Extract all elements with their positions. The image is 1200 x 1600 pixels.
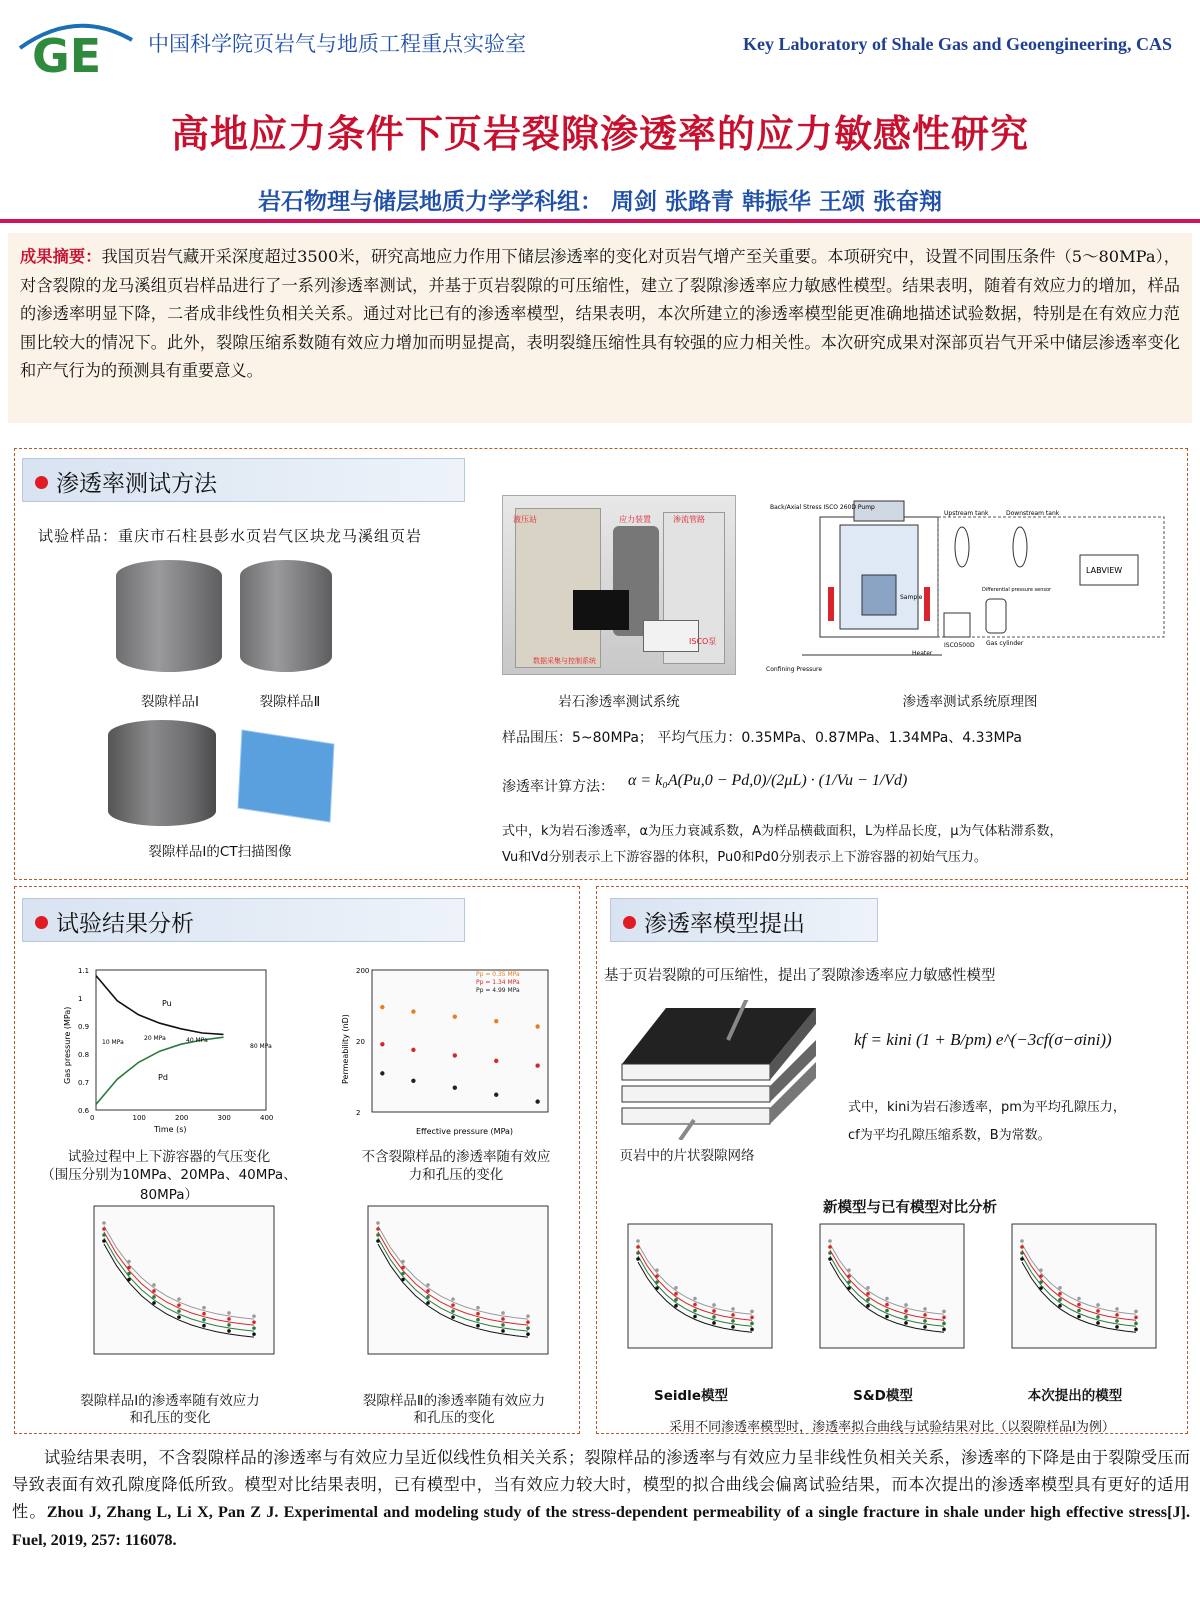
- fit-data-point: [202, 1318, 206, 1322]
- chart2-point: [453, 1014, 457, 1018]
- fit-data-point: [1115, 1313, 1119, 1317]
- fit-data-point: [942, 1316, 946, 1320]
- chart1-caption-1: 试验过程中上下游容器的气压变化: [67, 1149, 271, 1165]
- svg-text:Back/Axial Stress ISCO 260D Pu: Back/Axial Stress ISCO 260D Pump: [770, 504, 875, 511]
- fit-data-point: [376, 1233, 380, 1237]
- chart2-point: [380, 1071, 384, 1075]
- org-name-cn: 中国科学院页岩气与地质工程重点实验室: [148, 32, 526, 56]
- abstract: [8, 233, 1192, 423]
- fit-data-point: [152, 1301, 156, 1305]
- photo-label-3: 渗流管路: [673, 515, 705, 524]
- fit-data-point: [942, 1328, 946, 1332]
- fit-data-point: [1077, 1297, 1081, 1301]
- fit-data-point: [1020, 1245, 1024, 1249]
- permeability-formula: α = k₀A(Pu,0 − Pd,0)/(2μL) · (1/Vu − 1/Vd): [628, 772, 908, 789]
- fit-data-point: [1134, 1328, 1138, 1332]
- svg-text:Gas cylinder: Gas cylinder: [986, 640, 1024, 647]
- chart2-xlabel: Effective pressure (MPa): [416, 1127, 514, 1136]
- ct-caption: 裂隙样品Ⅰ的CT扫描图像: [148, 844, 292, 860]
- fit-data-point: [476, 1318, 480, 1322]
- chart2-y-tick: 2: [356, 1109, 361, 1117]
- fit-data-point: [904, 1315, 908, 1319]
- fit-data-point: [923, 1307, 927, 1311]
- pressure-time-chart: [58, 964, 278, 1136]
- compare-title: 新模型与已有模型对比分析: [823, 1200, 997, 1216]
- chart2-legend-2: Pp = 1.34 MPa: [476, 979, 520, 986]
- fit-data-point: [731, 1319, 735, 1323]
- fit-data-point: [674, 1298, 678, 1302]
- conclusion: [12, 1444, 1190, 1554]
- fit-data-point: [904, 1309, 908, 1313]
- fit-data-point: [1058, 1286, 1062, 1290]
- fit-data-point: [376, 1227, 380, 1231]
- fit-data-point: [252, 1332, 256, 1336]
- fit-data-point: [451, 1297, 455, 1301]
- chart1-annot-pu: Pu: [162, 999, 172, 1008]
- method-heading: 渗透率测试方法: [22, 458, 465, 502]
- fit-data-point: [885, 1297, 889, 1301]
- fit-data-point: [693, 1297, 697, 1301]
- fit-data-point: [885, 1315, 889, 1319]
- sample-1-image: [116, 560, 222, 672]
- chart1-annot-pd: Pd: [158, 1073, 168, 1082]
- fracture-network-diagram: [620, 1000, 820, 1140]
- fit-data-point: [866, 1292, 870, 1296]
- fit-data-point: [636, 1251, 640, 1255]
- fractured-sample-1-chart: [60, 1200, 280, 1370]
- fit-data-point: [731, 1313, 735, 1317]
- fit-data-point: [202, 1324, 206, 1328]
- formula-note-1: 式中，k为岩石渗透率，α为压力衰减系数，A为样品横截面积，L为样品长度，μ为气体粘滞系数，: [502, 824, 1063, 839]
- chart1-y-tick: 0.7: [78, 1079, 90, 1087]
- sample-2-label: 裂隙样品Ⅱ: [259, 694, 321, 710]
- chart2-point: [535, 1063, 539, 1067]
- abstract-text: 我国页岩气藏开采深度超过3500米，研究高地应力作用下储层渗透率的变化对页岩气增产至关重要。本项研究中，设置不同围压条件（5～80MPa），对含裂隙的龙马溪组页岩样品进行了一系列渗透率测试，并基于页岩裂隙的可压缩性，建立了裂隙渗透率应力敏感性模型。结果表明，随着有效应力的增加，样品的渗透率明显下降，二者成非线性负相关关系。通过对比已有的渗透率模型，结果表明，本次所建立的渗透率模型能更准确地描述试验数据，特别是在有效应力范围比较大的情况下。此外，裂隙压缩系数随有效应力增加而明显提高，表明裂缝压缩性具有较强的应力相关性。本次研究成果对深部页岩气开采中储层渗透率变化和产气行为的预测具有重要意义。: [20, 247, 1180, 380]
- fit-data-point: [904, 1303, 908, 1307]
- fit-data-point: [227, 1317, 231, 1321]
- fit-data-point: [476, 1306, 480, 1310]
- chart2-point: [535, 1024, 539, 1028]
- fit-data-point: [1096, 1309, 1100, 1313]
- chart1-xlabel: Time (s): [154, 1125, 187, 1134]
- abstract-label: 成果摘要：: [20, 247, 102, 266]
- fit-data-point: [942, 1310, 946, 1314]
- fit-data-point: [693, 1315, 697, 1319]
- chart3-caption-1: 裂隙样品Ⅰ的渗透率随有效应力: [80, 1393, 260, 1409]
- photo-label-1: 液压站: [513, 515, 537, 524]
- fit-data-point: [750, 1316, 754, 1320]
- fit-data-point: [451, 1315, 455, 1319]
- fit-data-point: [674, 1292, 678, 1296]
- svg-text:Downstream tank: Downstream tank: [1006, 510, 1060, 517]
- sample-1-label: 裂隙样品Ⅰ: [141, 694, 199, 710]
- fit-data-point: [1134, 1316, 1138, 1320]
- fit-data-point: [731, 1325, 735, 1329]
- fit-data-point: [526, 1314, 530, 1318]
- fit-data-point: [177, 1309, 181, 1313]
- fit-data-point: [904, 1321, 908, 1325]
- fit-data-point: [1058, 1304, 1062, 1308]
- svg-text:Heater: Heater: [912, 650, 933, 657]
- chart1-series-pu: [96, 976, 224, 1035]
- fit-data-point: [102, 1233, 106, 1237]
- fit-data-point: [227, 1311, 231, 1315]
- test-conditions: 样品围压：5~80MPa； 平均气压力：0.35MPa、0.87MPa、1.34MPa、4.33MPa: [502, 730, 1022, 746]
- fit-data-point: [152, 1295, 156, 1299]
- fit-data-point: [177, 1297, 181, 1301]
- fit-data-point: [501, 1329, 505, 1333]
- chart1-y-tick: 0.8: [78, 1051, 90, 1059]
- fit-data-point: [177, 1315, 181, 1319]
- fit-data-point: [866, 1298, 870, 1302]
- svg-text:Sample: Sample: [900, 594, 923, 601]
- chart4-caption-2: 和孔压的变化: [413, 1410, 495, 1426]
- fit-data-point: [828, 1239, 832, 1243]
- model-intro: 基于页岩裂隙的可压缩性，提出了裂隙渗透率应力敏感性模型: [604, 968, 996, 984]
- fit-data-point: [177, 1303, 181, 1307]
- fit-data-point: [1058, 1292, 1062, 1296]
- fit-data-point: [750, 1328, 754, 1332]
- logo: [14, 10, 138, 76]
- fit-data-point: [102, 1239, 106, 1243]
- conclusion-text: 试验结果表明，不含裂隙样品的渗透率与有效应力呈近似线性负相关关系；裂隙样品的渗透率与有效应力呈非线性负相关关系，渗透率的下降是由于裂隙受压而导致表面有效孔隙度降低所致。模型对比结果表明，已有模型中，当有效应力较大时，模型的拟合曲线会偏离试验结果，而本次提出的渗透率模型具有更好的适用性。: [12, 1448, 1190, 1521]
- fit-data-point: [636, 1257, 640, 1261]
- fit-data-point: [102, 1221, 106, 1225]
- fit-data-point: [426, 1289, 430, 1293]
- fit-data-point: [501, 1323, 505, 1327]
- fit-data-point: [674, 1304, 678, 1308]
- fit-data-point: [526, 1320, 530, 1324]
- svg-text:GE: GE: [32, 29, 102, 76]
- chart1-series-pd: [96, 1037, 224, 1104]
- formula-label: 渗透率计算方法：: [502, 779, 614, 795]
- fit-data-point: [1058, 1298, 1062, 1302]
- chart3-caption-2: 和孔压的变化: [129, 1410, 211, 1426]
- authors: 岩石物理与储层地质力学学科组： 周剑 张路青 韩振华 王颂 张奋翔: [257, 189, 943, 215]
- photo-label-4: 数据采集与控制系统: [533, 657, 596, 665]
- chart2-point: [411, 1048, 415, 1052]
- fit-data-point: [451, 1309, 455, 1313]
- fit-data-point: [674, 1286, 678, 1290]
- test-system-caption: 岩石渗透率测试系统: [558, 694, 680, 710]
- fit-data-point: [376, 1239, 380, 1243]
- fit-data-point: [227, 1323, 231, 1327]
- fit-data-point: [1115, 1325, 1119, 1329]
- fit-data-point: [426, 1283, 430, 1287]
- schematic-caption: 渗透率测试系统原理图: [902, 694, 1038, 710]
- chart2-point: [380, 1005, 384, 1009]
- fit-data-point: [202, 1306, 206, 1310]
- fit-data-point: [426, 1295, 430, 1299]
- chart2-point: [535, 1099, 539, 1103]
- fit-data-point: [731, 1307, 735, 1311]
- chart2-legend-1: Pp = 0.35 MPa: [476, 971, 520, 978]
- fit-data-point: [828, 1257, 832, 1261]
- fit-data-point: [828, 1251, 832, 1255]
- chart2-point: [494, 1019, 498, 1023]
- intact-permeability-chart: [336, 964, 556, 1136]
- model-formula: kf = kini (1 + B/pm) e^(−3cf(σ−σini)): [854, 1030, 1112, 1049]
- chart1-y-tick: 0.6: [78, 1107, 90, 1115]
- chart1-annot-40: 40 MPa: [186, 1037, 208, 1044]
- fit-data-point: [252, 1320, 256, 1324]
- fit-data-point: [1096, 1321, 1100, 1325]
- chart2-y-tick: 20: [356, 1038, 365, 1046]
- fit-data-point: [712, 1315, 716, 1319]
- fit-data-point: [1077, 1303, 1081, 1307]
- fractured-sample-2-chart: [334, 1200, 554, 1370]
- photo-label-2: 应力装置: [619, 515, 651, 524]
- sample-1-ct-cylinder: [108, 720, 216, 826]
- chart1-y-tick: 1.1: [78, 967, 90, 975]
- model-heading: 渗透率模型提出: [610, 898, 878, 942]
- chart2-point: [494, 1059, 498, 1063]
- chart1-y-tick: 0.9: [78, 1023, 90, 1031]
- chart2-caption-1: 不含裂隙样品的渗透率随有效应: [361, 1149, 551, 1165]
- sample-description: 试验样品：重庆市石柱县彭水页岩气区块龙马溪组页岩: [38, 527, 423, 545]
- org-name-en: Key Laboratory of Shale Gas and Geoengineering, CAS: [742, 34, 1172, 54]
- chart1-annot-20: 20 MPa: [144, 1035, 166, 1042]
- fit-data-point: [1020, 1251, 1024, 1255]
- fit-data-point: [1115, 1307, 1119, 1311]
- poster-title: 高地应力条件下页岩裂隙渗透率的应力敏感性研究: [170, 112, 1029, 156]
- fit-data-point: [866, 1304, 870, 1308]
- svg-text:Upstream tank: Upstream tank: [944, 510, 989, 517]
- formula-note-2: Vu和Vd分别表示上下游容器的体积，Pu0和Pd0分别表示上下游容器的初始气压力。: [502, 850, 987, 865]
- chart2-legend-3: Pp = 4.99 MPa: [476, 987, 520, 994]
- seidle-model-chart: [606, 1220, 776, 1362]
- chart2-point: [411, 1079, 415, 1083]
- new-model-chart: [990, 1220, 1160, 1362]
- fit-data-point: [693, 1309, 697, 1313]
- chart1-x-tick: 400: [260, 1114, 274, 1122]
- new-model-label: 本次提出的模型: [1027, 1388, 1123, 1404]
- fit-data-point: [1115, 1319, 1119, 1323]
- chart1-x-tick: 100: [132, 1114, 146, 1122]
- chart1-annot-80: 80 MPa: [250, 1043, 272, 1050]
- svg-text:Differential pressure sensor: Differential pressure sensor: [982, 587, 1052, 593]
- sd-label: S&D模型: [853, 1388, 913, 1404]
- fit-data-point: [252, 1326, 256, 1330]
- fit-data-point: [102, 1227, 106, 1231]
- fit-data-point: [750, 1310, 754, 1314]
- chart1-annot-10: 10 MPa: [102, 1039, 124, 1046]
- fit-data-point: [885, 1303, 889, 1307]
- chart2-ylabel: Permeability (nD): [341, 1014, 350, 1084]
- fit-data-point: [1134, 1322, 1138, 1326]
- fit-data-point: [866, 1286, 870, 1290]
- fit-data-point: [501, 1311, 505, 1315]
- seidle-label: Seidle模型: [654, 1388, 728, 1404]
- fit-data-point: [451, 1303, 455, 1307]
- svg-text:LABVIEW: LABVIEW: [1086, 566, 1123, 575]
- fit-data-point: [636, 1245, 640, 1249]
- fit-data-point: [712, 1309, 716, 1313]
- fit-data-point: [885, 1309, 889, 1313]
- chart2-point: [453, 1085, 457, 1089]
- chart1-x-tick: 0: [90, 1114, 95, 1122]
- fit-data-point: [1096, 1315, 1100, 1319]
- schematic-diagram: [762, 495, 1182, 675]
- title-divider: [0, 219, 1200, 223]
- fit-data-point: [1077, 1315, 1081, 1319]
- fit-data-point: [476, 1312, 480, 1316]
- bullet-icon: [623, 916, 636, 929]
- bullet-icon: [35, 476, 48, 489]
- chart4-caption-1: 裂隙样品Ⅱ的渗透率随有效应力: [362, 1393, 546, 1409]
- fit-data-point: [923, 1325, 927, 1329]
- fit-data-point: [476, 1324, 480, 1328]
- fit-data-point: [1134, 1310, 1138, 1314]
- fit-data-point: [227, 1329, 231, 1333]
- photo-label-5: ISCO泵: [689, 637, 717, 646]
- fit-data-point: [942, 1322, 946, 1326]
- fit-data-point: [376, 1221, 380, 1225]
- reference: Zhou J, Zhang L, Li X, Pan Z J. Experimental and modeling study of the stress-dependent permeability of a single fracture in shale under high effective stress[J]. Fuel, 2019, 257: 116078.: [12, 1503, 1190, 1549]
- fit-data-point: [712, 1321, 716, 1325]
- fit-data-point: [152, 1283, 156, 1287]
- chart1-y-tick: 1: [78, 995, 83, 1003]
- fit-data-point: [923, 1319, 927, 1323]
- fit-data-point: [750, 1322, 754, 1326]
- fit-data-point: [501, 1317, 505, 1321]
- test-system-photo: [502, 495, 736, 675]
- model-note-2: cf为平均孔隙压缩系数，B为常数。: [848, 1128, 1051, 1143]
- fit-data-point: [693, 1303, 697, 1307]
- bullet-icon: [35, 916, 48, 929]
- fit-data-point: [526, 1326, 530, 1330]
- chart2-point: [411, 1009, 415, 1013]
- fit-data-point: [426, 1301, 430, 1305]
- svg-text:ISCO500D: ISCO500D: [944, 642, 975, 649]
- chart1-x-tick: 200: [175, 1114, 189, 1122]
- fit-data-point: [1077, 1309, 1081, 1313]
- chart1-x-tick: 300: [217, 1114, 231, 1122]
- model-note-1: 式中，kini为岩石渗透率，pm为平均孔隙压力，: [848, 1100, 1126, 1115]
- fit-data-point: [202, 1312, 206, 1316]
- chart2-point: [453, 1053, 457, 1057]
- fit-data-point: [526, 1332, 530, 1336]
- chart1-caption-2: （围压分别为10MPa、20MPa、40MPa、80MPa）: [41, 1167, 297, 1203]
- ct-fracture-image: [234, 722, 342, 826]
- model-compare-caption: 采用不同渗透率模型时，渗透率拟合曲线与试验结果对比（以裂隙样品Ⅰ为例）: [669, 1420, 1115, 1435]
- chart1-ylabel: Gas pressure (MPa): [63, 1006, 72, 1084]
- chart2-point: [380, 1042, 384, 1046]
- chart2-y-tick: 200: [356, 967, 370, 975]
- results-heading: 试验结果分析: [22, 898, 465, 942]
- fit-data-point: [712, 1303, 716, 1307]
- chart2-point: [494, 1093, 498, 1097]
- fit-data-point: [1096, 1303, 1100, 1307]
- fit-data-point: [152, 1289, 156, 1293]
- fracture-diagram-caption: 页岩中的片状裂隙网络: [619, 1148, 755, 1164]
- fit-data-point: [828, 1245, 832, 1249]
- sample-2-image: [240, 560, 332, 672]
- svg-text:Confining Pressure: Confining Pressure: [766, 666, 823, 673]
- sd-model-chart: [798, 1220, 968, 1362]
- fit-data-point: [252, 1314, 256, 1318]
- fit-data-point: [636, 1239, 640, 1243]
- fit-data-point: [923, 1313, 927, 1317]
- chart2-caption-2: 力和孔压的变化: [408, 1167, 504, 1183]
- fit-data-point: [1020, 1239, 1024, 1243]
- fit-data-point: [1020, 1257, 1024, 1261]
